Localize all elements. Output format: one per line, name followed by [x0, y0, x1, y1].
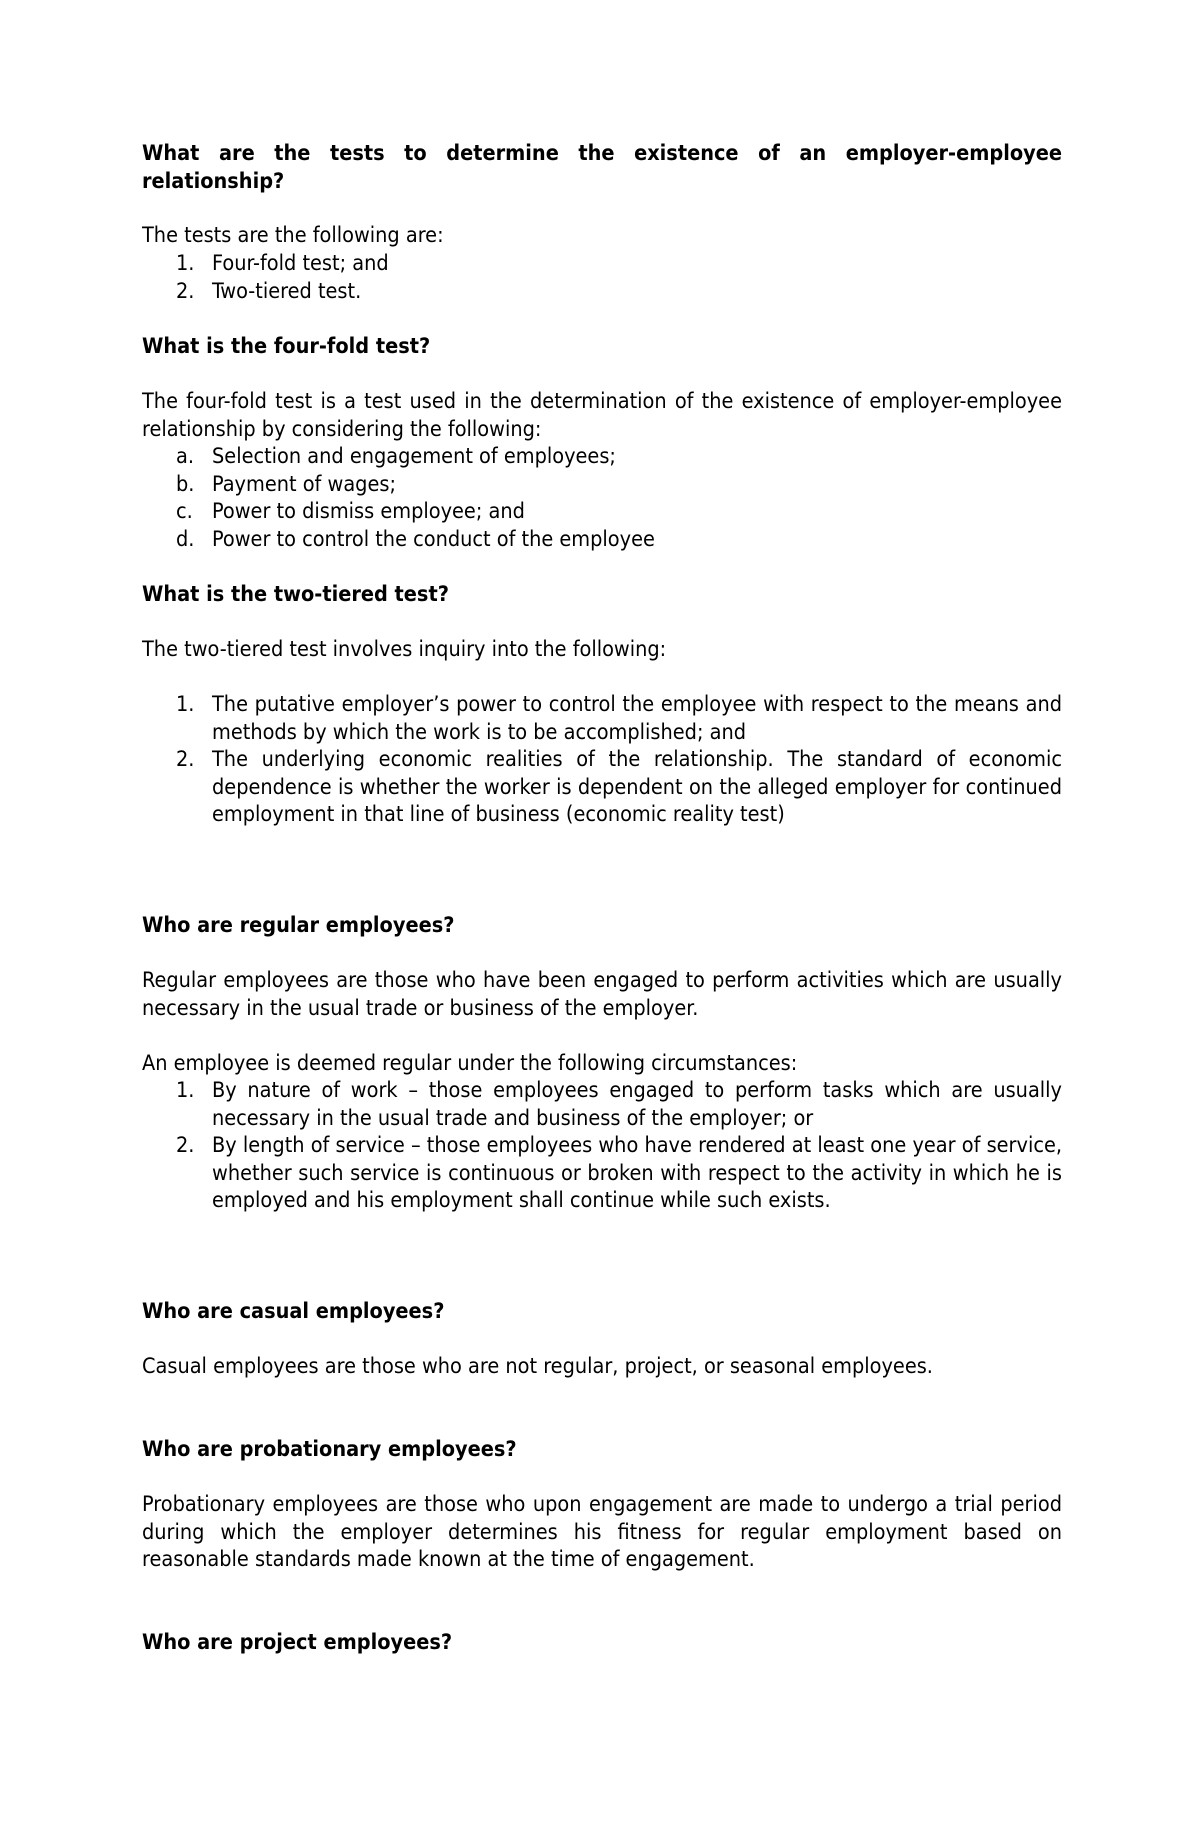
- section-heading-probationary: Who are probationary employees?: [142, 1437, 517, 1462]
- list-marker: 1.: [176, 692, 195, 717]
- list-item-text: Four-fold test; and: [212, 251, 389, 276]
- section-intro-four-fold: The four-fold test is a test used in the determination of the existence of employer-employee relationship by considering the following:: [142, 389, 1062, 442]
- list-item-text: Two-tiered test.: [212, 278, 362, 304]
- section-heading-two-tiered: What is the two-tiered test?: [142, 582, 449, 607]
- list-marker: a.: [176, 444, 194, 469]
- list-item-text: The underlying economic realities of the relationship. The standard of economic dependence is whether the worker is dependent on the alleged employer for continued employment in that line of business (economic reality test): [212, 747, 1062, 827]
- section-intro-regular: Regular employees are those who have been engaged to perform activities which are usually necessary in the usual trade or business of the employer.: [142, 968, 1062, 1021]
- section-intro-two-tiered: The two-tiered test involves inquiry into the following:: [142, 637, 667, 662]
- list-item: [142, 526, 1062, 554]
- list-marker: 1.: [176, 1078, 195, 1103]
- section-heading-project: Who are project employees?: [142, 1630, 453, 1655]
- list-item-text: By nature of work – those employees engaged to perform tasks which are usually necessary in the usual trade and business of the employer; or: [212, 1078, 1062, 1131]
- section-intro-casual: Casual employees are those who are not regular, project, or seasonal employees.: [142, 1354, 933, 1379]
- list-marker: 2.: [176, 278, 195, 304]
- list-item-text: Payment of wages;: [212, 471, 396, 497]
- list-marker: 2.: [176, 747, 195, 772]
- section-intro-probationary: Probationary employees are those who upon engagement are made to undergo a trial period during which the employer determines his fitness for regular employment based on reasonable standards made known at the time of engagement.: [142, 1492, 1062, 1572]
- list-item: [142, 691, 1062, 746]
- list-item: [142, 746, 1062, 829]
- list-marker: 1.: [176, 251, 195, 276]
- list-marker: d.: [176, 526, 195, 552]
- list-item: [142, 250, 1062, 278]
- list-item-text: Power to dismiss employee; and: [212, 499, 525, 524]
- section-heading-tests: What are the tests to determine the existence of an employer-employee relationship?: [142, 141, 1062, 194]
- list-item-text: Power to control the conduct of the employee: [212, 526, 655, 552]
- list-item-text: By length of service – those employees who have rendered at least one year of service, whether such service is continuous or broken with respect to the activity in which he is employed and his employment shall continue while such exists.: [212, 1133, 1062, 1213]
- tests-list: [142, 250, 1062, 305]
- list-marker: c.: [176, 499, 193, 524]
- list-item: [142, 278, 1062, 306]
- list-item: [142, 1077, 1062, 1132]
- section-intro-tests: The tests are the following are:: [142, 223, 444, 248]
- list-item-text: Selection and engagement of employees;: [212, 444, 616, 469]
- section-heading-four-fold: What is the four-fold test?: [142, 334, 431, 359]
- regular-list: [142, 1077, 1062, 1215]
- list-item: [142, 443, 1062, 471]
- section-intro2-regular: An employee is deemed regular under the following circumstances:: [142, 1051, 798, 1076]
- list-item: [142, 498, 1062, 526]
- two-tiered-list: [142, 691, 1062, 829]
- section-heading-regular: Who are regular employees?: [142, 913, 455, 938]
- list-marker: 2.: [176, 1133, 195, 1158]
- list-item: [142, 1132, 1062, 1215]
- four-fold-list: [142, 443, 1062, 553]
- section-heading-casual: Who are casual employees?: [142, 1299, 445, 1324]
- list-item: [142, 471, 1062, 499]
- list-marker: b.: [176, 471, 195, 497]
- list-item-text: The putative employer’s power to control the employee with respect to the means and methods by which the work is to be accomplished; and: [212, 692, 1062, 745]
